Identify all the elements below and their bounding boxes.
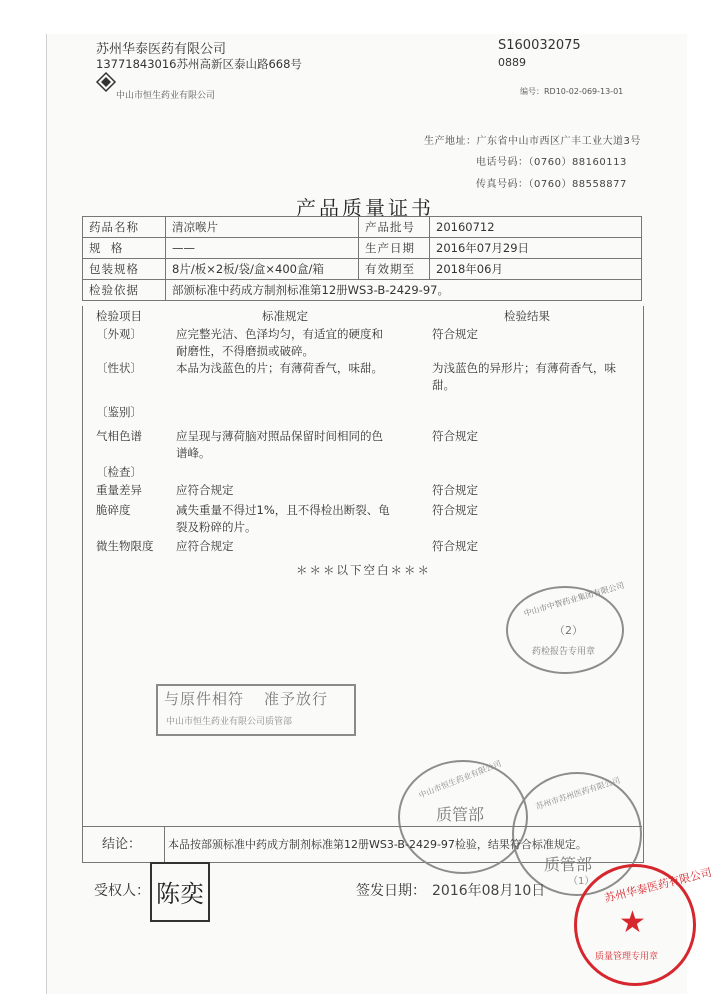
signature-text: 陈奕 <box>156 880 204 908</box>
row-result-friability: 符合规定 <box>432 503 478 517</box>
row-standard-character: 本品为浅蓝色的片；有薄荷香气，味甜。 <box>176 361 383 375</box>
row-result-character-1: 为浅蓝色的异形片；有薄荷香气，味 <box>432 361 616 375</box>
seal-center-text: 质管部 <box>544 855 593 874</box>
basis-value: 部颁标准中药成方制剂标准第12册WS3-B-2429-97。 <box>166 280 642 301</box>
column-header-standard: 标准规定 <box>262 309 308 323</box>
batch-label: 产品批号 <box>359 217 430 238</box>
red-seal-bottom-text: 质量管理专用章 <box>595 952 659 962</box>
seal-ring-text: 苏州市苏州医药有限公司 <box>534 775 622 812</box>
authorized-person-label: 受权人： <box>94 883 150 899</box>
conclusion-divider <box>164 826 165 862</box>
row-result-character-2: 甜。 <box>432 378 455 392</box>
stamp-line-2: 准予放行 <box>264 690 329 708</box>
row-item-inspection: 〔检查〕 <box>96 465 142 479</box>
row-item-microbial-limit: 微生物限度 <box>96 539 154 553</box>
row-result-microbial: 符合规定 <box>432 539 478 553</box>
seal-ring-text: 中山市恒生药业有限公司 <box>417 758 503 801</box>
row-item-friability: 脆碎度 <box>96 503 131 517</box>
document-sub-code: 0889 <box>498 56 526 69</box>
quality-management-red-seal <box>574 864 713 986</box>
company-phone-address: 13771843016苏州高新区泰山路668号 <box>96 57 302 71</box>
document-code: S160032075 <box>498 38 581 53</box>
row-item-appearance: 〔外观〕 <box>96 327 142 341</box>
form-number: 编号：RD10-02-069-13-01 <box>520 87 624 96</box>
star-icon: ★ <box>619 905 646 940</box>
stamp-line-3: 中山市恒生药业有限公司质管部 <box>166 717 293 727</box>
product-info-table <box>82 216 642 301</box>
column-header-item: 检验项目 <box>96 309 142 323</box>
column-header-result: 检验结果 <box>504 309 550 323</box>
row-item-identification: 〔鉴别〕 <box>96 405 142 419</box>
seal-center-text: 质管部 <box>436 805 485 824</box>
fax-number: 传真号码：（0760）88558877 <box>476 179 627 190</box>
row-standard-friability-2: 裂及粉碎的片。 <box>176 520 257 534</box>
conclusion-text: 本品按部颁标准中药成方制剂标准第12册WS3-B-2429-97检验，结果符合标准规定。 <box>168 838 587 851</box>
row-standard-gc-1: 应呈现与薄荷脑对照品保留时间相同的色 <box>176 429 383 443</box>
expiry-label: 有效期至 <box>359 259 430 280</box>
production-date-label: 生产日期 <box>359 238 430 259</box>
authorized-signature-stamp <box>150 862 210 922</box>
package-value: 8片/板×2板/袋/盒×400盒/箱 <box>166 259 359 280</box>
row-standard-appearance-1: 应完整光洁、色泽均匀，有适宜的硬度和 <box>176 327 383 341</box>
issue-date-label: 签发日期： <box>356 883 426 899</box>
seal-ring-text: 中山市中智药业集团有限公司 <box>522 580 626 619</box>
testing-report-seal <box>506 580 626 674</box>
seal-bottom-text: 药检报告专用章 <box>532 647 596 657</box>
seal-number-text: （1） <box>568 876 595 887</box>
seal-center-text: （2） <box>554 624 583 637</box>
phone-number: 电话号码：（0760）88160113 <box>476 157 627 168</box>
row-result-gc: 符合规定 <box>432 429 478 443</box>
package-label: 包装规格 <box>83 259 166 280</box>
row-result-weight: 符合规定 <box>432 483 478 497</box>
row-standard-weight: 应符合规定 <box>176 483 234 497</box>
row-standard-friability-1: 减失重量不得过1%，且不得检出断裂、龟 <box>176 503 390 517</box>
issue-date-value: 2016年08月10日 <box>432 883 546 899</box>
company-name: 苏州华泰医药有限公司 <box>96 42 227 57</box>
conclusion-label: 结论： <box>102 837 142 852</box>
basis-label: 检验依据 <box>83 280 166 301</box>
red-seal-ring-text: 苏州华泰医药有限公司 <box>603 865 713 906</box>
production-address: 生产地址：广东省中山市西区广丰工业大道3号 <box>424 136 641 147</box>
row-standard-appearance-2: 耐磨性，不得磨损或破碎。 <box>176 344 314 358</box>
row-item-gas-chromatography: 气相色谱 <box>96 429 142 443</box>
row-item-character: 〔性状〕 <box>96 361 142 375</box>
production-date-value: 2016年07月29日 <box>430 238 642 259</box>
product-name-value: 清凉喉片 <box>166 217 359 238</box>
spec-label: 规 格 <box>83 238 166 259</box>
release-stamp <box>156 684 356 736</box>
row-standard-microbial: 应符合规定 <box>176 539 234 553</box>
issuer-name: 中山市恒生药业有限公司 <box>116 91 216 101</box>
row-standard-gc-2: 谱峰。 <box>176 446 211 460</box>
spec-value: —— <box>166 238 359 259</box>
document-title: 产品质量证书 <box>296 196 434 220</box>
company-logo-icon <box>96 72 116 92</box>
expiry-value: 2018年06月 <box>430 259 642 280</box>
row-item-weight-variation: 重量差异 <box>96 483 142 497</box>
blank-below-note: ＊＊＊以下空白＊＊＊ <box>296 563 431 577</box>
batch-value: 20160712 <box>430 217 642 238</box>
product-name-label: 药品名称 <box>83 217 166 238</box>
stamp-line-1: 与原件相符 <box>164 690 245 708</box>
row-result-appearance: 符合规定 <box>432 327 478 341</box>
